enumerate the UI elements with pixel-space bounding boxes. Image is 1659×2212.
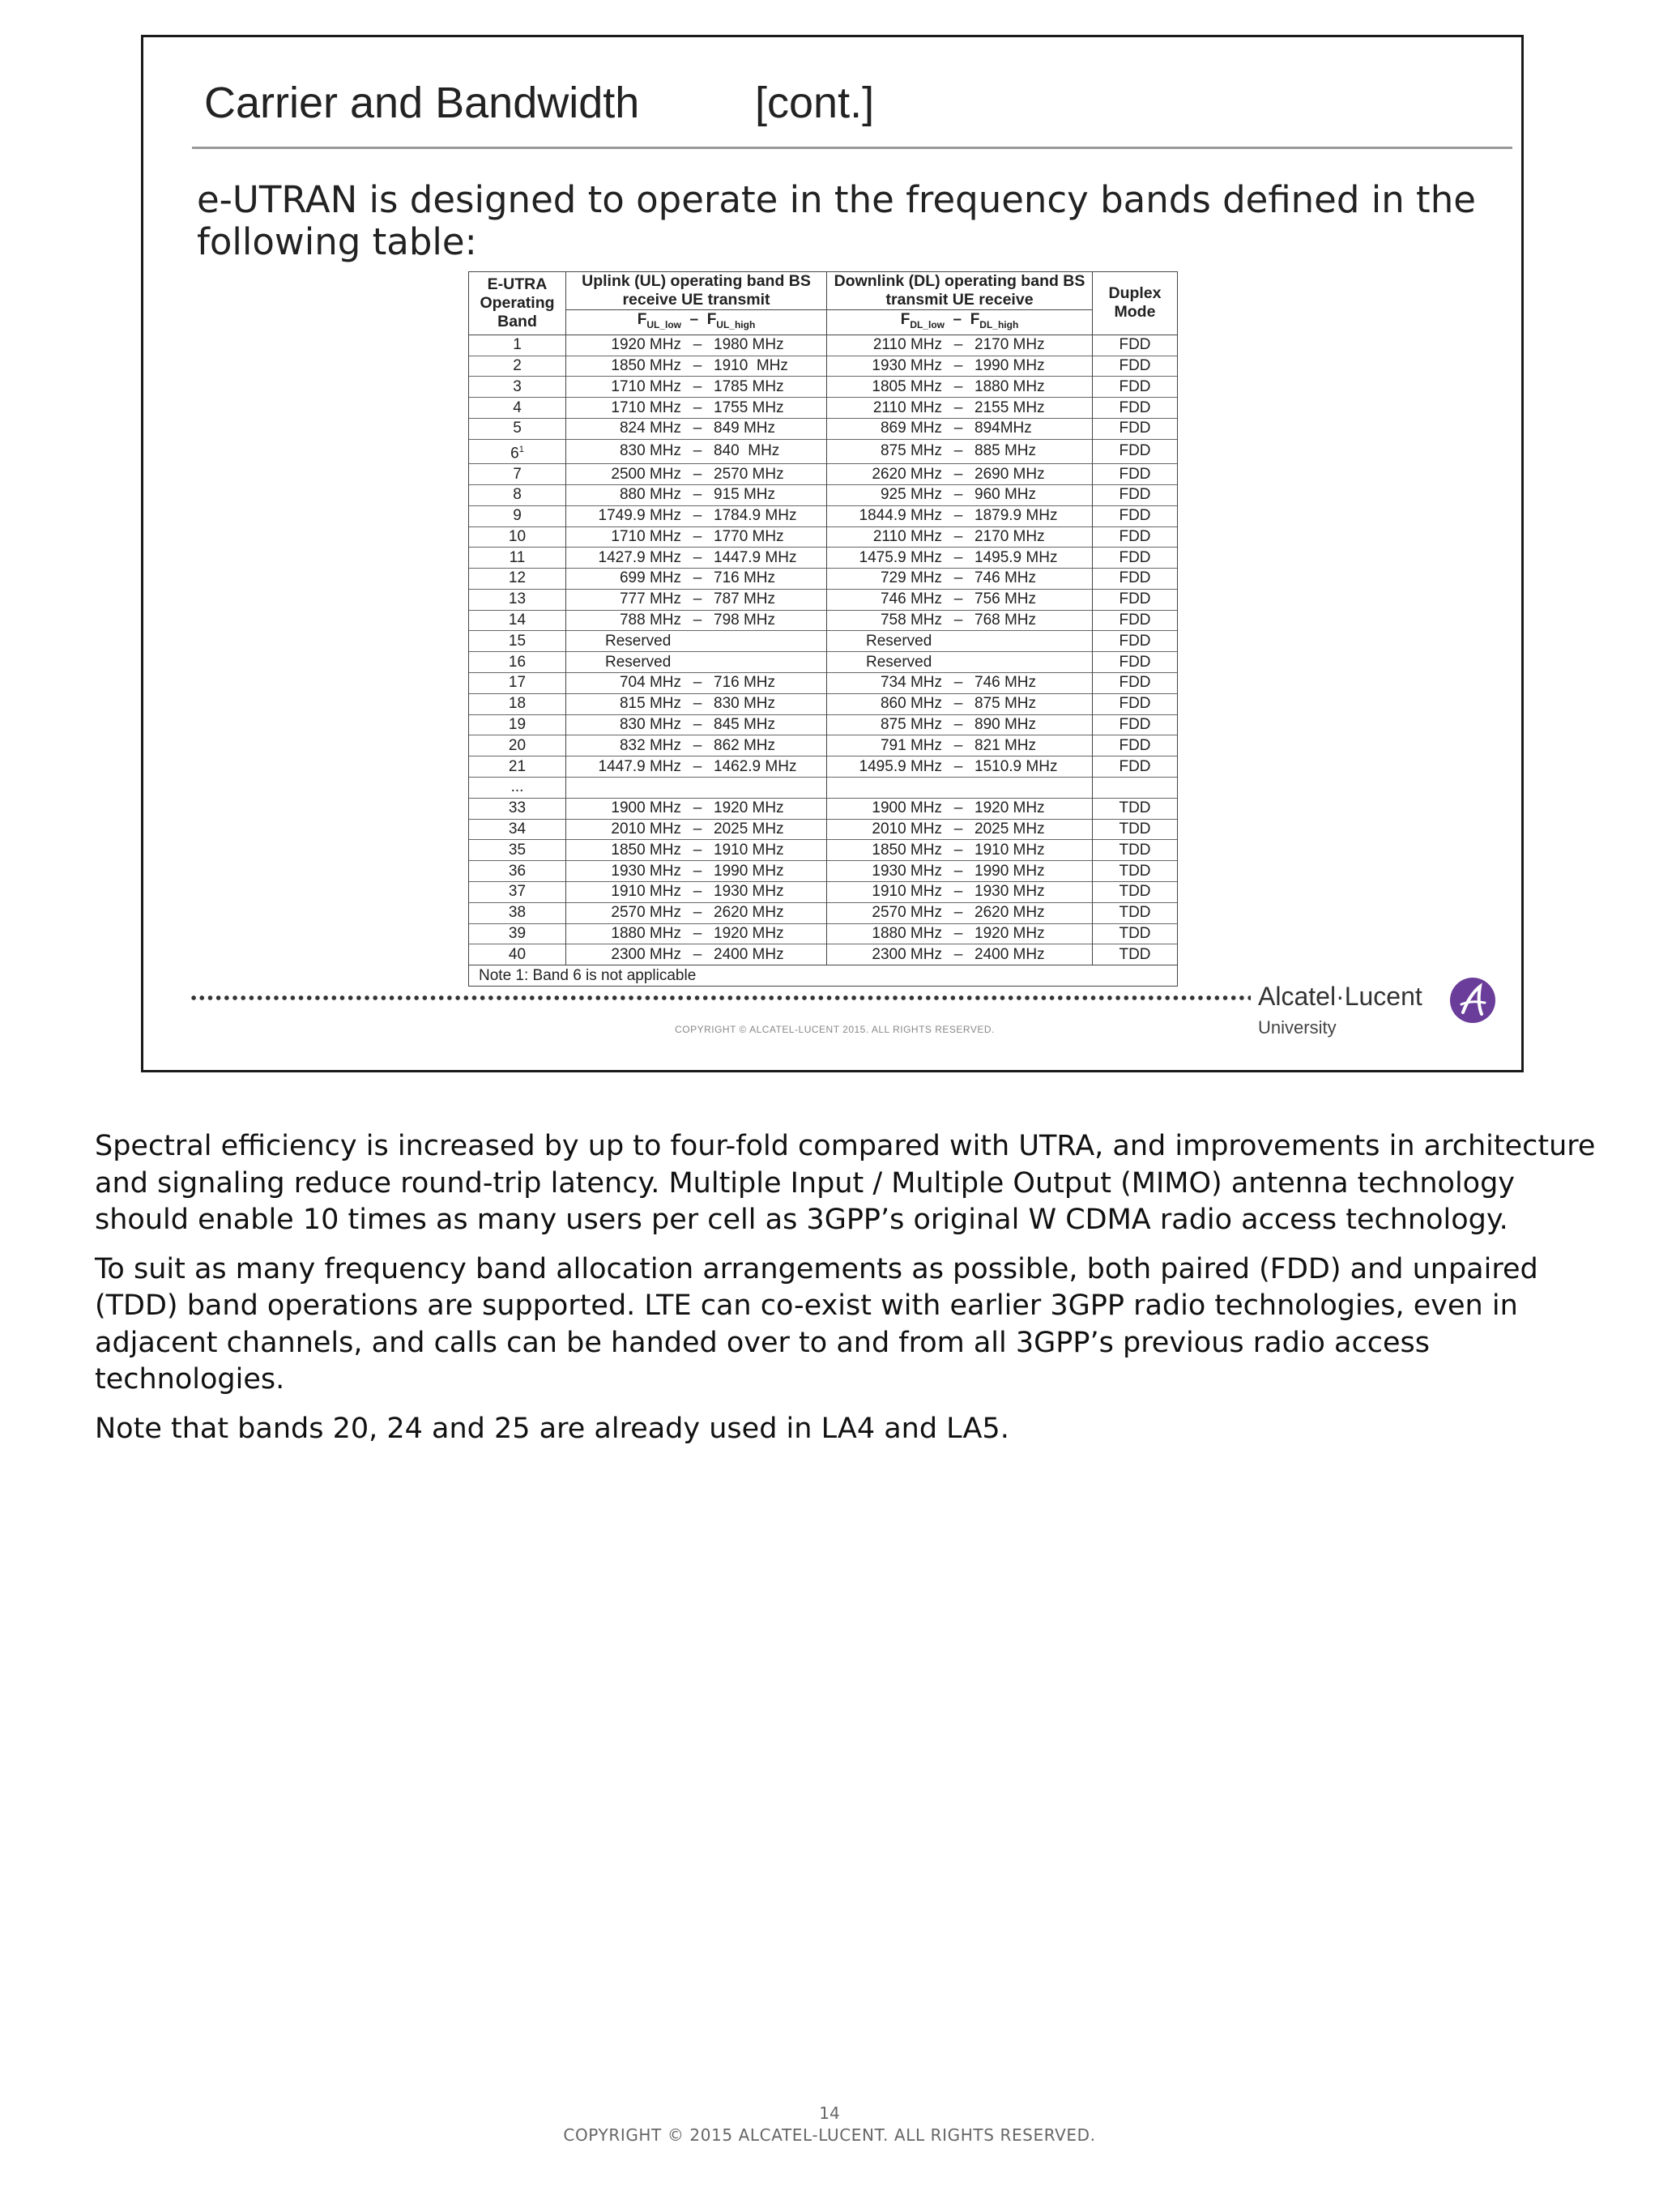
duplex-mode-cell: FDD <box>1093 418 1178 439</box>
downlink-cell: 875 MHz – 890 MHz <box>827 714 1093 735</box>
downlink-cell: 869 MHz – 894MHz <box>827 418 1093 439</box>
band-cell: 3 <box>469 377 566 398</box>
band-cell: ... <box>469 778 566 799</box>
band-cell: 1 <box>469 335 566 356</box>
downlink-cell: Reserved <box>827 652 1093 673</box>
downlink-cell: 1805 MHz – 1880 MHz <box>827 377 1093 398</box>
band-cell: 39 <box>469 923 566 944</box>
downlink-cell: 2110 MHz – 2170 MHz <box>827 335 1093 356</box>
band-cell: 19 <box>469 714 566 735</box>
duplex-mode-cell: FDD <box>1093 589 1178 610</box>
table-row <box>469 819 1178 840</box>
duplex-mode-cell: FDD <box>1093 464 1178 485</box>
uplink-cell: 1910 MHz – 1930 MHz <box>566 882 827 903</box>
duplex-mode-cell: FDD <box>1093 335 1178 356</box>
band-cell: 10 <box>469 526 566 548</box>
uplink-cell: 1749.9 MHz – 1784.9 MHz <box>566 505 827 526</box>
downlink-cell: 1930 MHz – 1990 MHz <box>827 861 1093 882</box>
band-cell: 38 <box>469 902 566 923</box>
duplex-mode-cell: TDD <box>1093 798 1178 819</box>
table-row <box>469 757 1178 778</box>
table-row <box>469 944 1178 965</box>
band-cell: 5 <box>469 418 566 439</box>
duplex-mode-cell: TDD <box>1093 840 1178 861</box>
downlink-cell: 2110 MHz – 2170 MHz <box>827 526 1093 548</box>
table-row <box>469 735 1178 757</box>
duplex-mode-cell: TDD <box>1093 819 1178 840</box>
duplex-mode-cell: FDD <box>1093 548 1178 569</box>
band-cell: 4 <box>469 398 566 419</box>
uplink-cell: 1710 MHz – 1770 MHz <box>566 526 827 548</box>
band-cell: 13 <box>469 589 566 610</box>
table-row <box>469 589 1178 610</box>
table-row <box>469 673 1178 694</box>
downlink-cell: 734 MHz – 746 MHz <box>827 673 1093 694</box>
downlink-cell: 1910 MHz – 1930 MHz <box>827 882 1093 903</box>
table-row <box>469 923 1178 944</box>
uplink-cell: 1930 MHz – 1990 MHz <box>566 861 827 882</box>
uplink-cell: 777 MHz – 787 MHz <box>566 589 827 610</box>
duplex-mode-cell: FDD <box>1093 673 1178 694</box>
duplex-mode-cell: FDD <box>1093 631 1178 652</box>
downlink-cell: 2300 MHz – 2400 MHz <box>827 944 1093 965</box>
uplink-cell: 1920 MHz – 1980 MHz <box>566 335 827 356</box>
table-row <box>469 902 1178 923</box>
header-downlink-range: $F_{DL\_low} - F_{DL\_high}$ <box>827 310 1093 335</box>
uplink-cell: 2010 MHz – 2025 MHz <box>566 819 827 840</box>
band-cell: 37 <box>469 882 566 903</box>
table-row <box>469 439 1178 463</box>
downlink-cell: Reserved <box>827 631 1093 652</box>
table-row <box>469 778 1178 799</box>
downlink-cell: 1930 MHz – 1990 MHz <box>827 356 1093 377</box>
duplex-mode-cell: FDD <box>1093 377 1178 398</box>
downlink-cell: 746 MHz – 756 MHz <box>827 589 1093 610</box>
downlink-cell: 2010 MHz – 2025 MHz <box>827 819 1093 840</box>
slide-frame <box>141 35 1524 1072</box>
downlink-cell: 791 MHz – 821 MHz <box>827 735 1093 757</box>
band-cell: 12 <box>469 569 566 590</box>
band-cell: 36 <box>469 861 566 882</box>
brand-name: Alcatel·Lucent <box>1258 982 1422 1011</box>
band-cell: 35 <box>469 840 566 861</box>
duplex-mode-cell: FDD <box>1093 757 1178 778</box>
duplex-mode-cell: FDD <box>1093 735 1178 757</box>
band-cell: $6^1$ <box>469 439 566 463</box>
duplex-mode-cell: FDD <box>1093 505 1178 526</box>
uplink-cell: 832 MHz – 862 MHz <box>566 735 827 757</box>
duplex-mode-cell: FDD <box>1093 356 1178 377</box>
downlink-cell: 2110 MHz – 2155 MHz <box>827 398 1093 419</box>
header-uplink-range: $F_{UL\_low} - F_{UL\_high}$ <box>566 310 827 335</box>
downlink-cell: 1844.9 MHz – 1879.9 MHz <box>827 505 1093 526</box>
band-cell: 14 <box>469 610 566 631</box>
table-row <box>469 548 1178 569</box>
band-cell: 18 <box>469 693 566 714</box>
table-row <box>469 335 1178 356</box>
page-number: 14 <box>819 2103 840 2123</box>
table-row <box>469 798 1178 819</box>
title-divider <box>192 147 1512 149</box>
downlink-cell: 1900 MHz – 1920 MHz <box>827 798 1093 819</box>
table-row <box>469 569 1178 590</box>
page-copyright: COPYRIGHT © 2015 ALCATEL-LUCENT. ALL RIGHTS RESERVED. <box>563 2125 1096 2145</box>
uplink-cell: 2500 MHz – 2570 MHz <box>566 464 827 485</box>
duplex-mode-cell: TDD <box>1093 923 1178 944</box>
band-cell: 33 <box>469 798 566 819</box>
band-cell: 15 <box>469 631 566 652</box>
table-row <box>469 610 1178 631</box>
duplex-mode-cell: TDD <box>1093 902 1178 923</box>
table-row <box>469 356 1178 377</box>
uplink-cell: 1850 MHz – 1910 MHz <box>566 356 827 377</box>
table-row <box>469 505 1178 526</box>
slide-title <box>204 78 875 128</box>
duplex-mode-cell: FDD <box>1093 398 1178 419</box>
duplex-mode-cell: TDD <box>1093 861 1178 882</box>
downlink-cell: 925 MHz – 960 MHz <box>827 484 1093 505</box>
uplink-cell: Reserved <box>566 652 827 673</box>
downlink-cell: 860 MHz – 875 MHz <box>827 693 1093 714</box>
duplex-mode-cell: FDD <box>1093 714 1178 735</box>
duplex-mode-cell: FDD <box>1093 569 1178 590</box>
downlink-cell: 2570 MHz – 2620 MHz <box>827 902 1093 923</box>
downlink-cell: 758 MHz – 768 MHz <box>827 610 1093 631</box>
table-row <box>469 882 1178 903</box>
paragraph: Spectral efficiency is increased by up to four-fold compared with UTRA, and improvements in architecture and signaling reduce round-trip latency. Multiple Input / Multiple Output (MIMO) antenna technology should enable 10 times as many users per cell as 3GPP’s original W CDMA radio access technology. <box>95 1130 1596 1236</box>
downlink-cell: 1880 MHz – 1920 MHz <box>827 923 1093 944</box>
table-row <box>469 398 1178 419</box>
duplex-mode-cell: FDD <box>1093 484 1178 505</box>
frequency-bands-table <box>468 271 1178 987</box>
band-cell: 21 <box>469 757 566 778</box>
downlink-cell: 1850 MHz – 1910 MHz <box>827 840 1093 861</box>
duplex-mode-cell: FDD <box>1093 693 1178 714</box>
header-duplex-mode: Duplex Mode <box>1093 272 1178 335</box>
band-cell: 7 <box>469 464 566 485</box>
uplink-cell: 824 MHz – 849 MHz <box>566 418 827 439</box>
table-row <box>469 840 1178 861</box>
table-row <box>469 418 1178 439</box>
uplink-cell: 880 MHz – 915 MHz <box>566 484 827 505</box>
downlink-cell: 1495.9 MHz – 1510.9 MHz <box>827 757 1093 778</box>
band-cell: 17 <box>469 673 566 694</box>
table-row <box>469 861 1178 882</box>
paragraph: To suit as many frequency band allocation arrangements as possible, both paired (FDD) and unpaired (TDD) band operations are supported. LTE can co-exist with earlier 3GPP radio technologies, even in adjacent channels, and calls can be handed over to and from all 3GPP’s previous radio access technologies. <box>95 1252 1538 1396</box>
duplex-mode-cell: FDD <box>1093 439 1178 463</box>
duplex-mode-cell <box>1093 778 1178 799</box>
uplink-cell: Reserved <box>566 631 827 652</box>
uplink-cell <box>566 778 827 799</box>
table-row <box>469 377 1178 398</box>
band-cell: 2 <box>469 356 566 377</box>
dotted-divider <box>190 994 1251 1002</box>
slide-title-cont: [cont.] <box>755 79 875 127</box>
table-row <box>469 693 1178 714</box>
duplex-mode-cell: FDD <box>1093 526 1178 548</box>
header-downlink: Downlink (DL) operating band BS transmit UE receive <box>827 272 1093 310</box>
alcatel-lucent-logo-icon <box>1449 977 1496 1024</box>
duplex-mode-cell: TDD <box>1093 944 1178 965</box>
body-text <box>95 1128 1601 1460</box>
uplink-cell: 788 MHz – 798 MHz <box>566 610 827 631</box>
duplex-mode-cell: FDD <box>1093 652 1178 673</box>
header-band: E-UTRA Operating Band <box>469 272 566 335</box>
uplink-cell: 1710 MHz – 1755 MHz <box>566 398 827 419</box>
uplink-cell: 1850 MHz – 1910 MHz <box>566 840 827 861</box>
uplink-cell: 1900 MHz – 1920 MHz <box>566 798 827 819</box>
downlink-cell: 2620 MHz – 2690 MHz <box>827 464 1093 485</box>
table-note: Note 1: Band 6 is not applicable <box>469 965 1178 987</box>
slide-copyright: COPYRIGHT © ALCATEL-LUCENT 2015. ALL RIGHTS RESERVED. <box>675 1024 995 1035</box>
downlink-cell: 729 MHz – 746 MHz <box>827 569 1093 590</box>
band-cell: 8 <box>469 484 566 505</box>
table-row <box>469 714 1178 735</box>
header-uplink: Uplink (UL) operating band BS receive UE transmit <box>566 272 827 310</box>
paragraph: Note that bands 20, 24 and 25 are already used in LA4 and LA5. <box>95 1412 1009 1445</box>
table-row <box>469 652 1178 673</box>
uplink-cell: 704 MHz – 716 MHz <box>566 673 827 694</box>
downlink-cell <box>827 778 1093 799</box>
downlink-cell: 875 MHz – 885 MHz <box>827 439 1093 463</box>
band-cell: 11 <box>469 548 566 569</box>
uplink-cell: 1880 MHz – 1920 MHz <box>566 923 827 944</box>
table-row <box>469 464 1178 485</box>
table-row <box>469 484 1178 505</box>
table-row <box>469 631 1178 652</box>
uplink-cell: 2570 MHz – 2620 MHz <box>566 902 827 923</box>
band-cell: 34 <box>469 819 566 840</box>
uplink-cell: 815 MHz – 830 MHz <box>566 693 827 714</box>
band-cell: 16 <box>469 652 566 673</box>
slide-title-text: Carrier and Bandwidth <box>204 79 640 127</box>
band-cell: 9 <box>469 505 566 526</box>
table-row <box>469 526 1178 548</box>
uplink-cell: 830 MHz – 840 MHz <box>566 439 827 463</box>
uplink-cell: 1427.9 MHz – 1447.9 MHz <box>566 548 827 569</box>
slide-intro: e-UTRAN is designed to operate in the frequency bands defined in the following table: <box>197 178 1476 263</box>
uplink-cell: 1447.9 MHz – 1462.9 MHz <box>566 757 827 778</box>
band-cell: 40 <box>469 944 566 965</box>
uplink-cell: 699 MHz – 716 MHz <box>566 569 827 590</box>
uplink-cell: 830 MHz – 845 MHz <box>566 714 827 735</box>
duplex-mode-cell: TDD <box>1093 882 1178 903</box>
band-cell: 20 <box>469 735 566 757</box>
downlink-cell: 1475.9 MHz – 1495.9 MHz <box>827 548 1093 569</box>
brand-subtitle: University <box>1258 1017 1337 1038</box>
duplex-mode-cell: FDD <box>1093 610 1178 631</box>
uplink-cell: 1710 MHz – 1785 MHz <box>566 377 827 398</box>
uplink-cell: 2300 MHz – 2400 MHz <box>566 944 827 965</box>
